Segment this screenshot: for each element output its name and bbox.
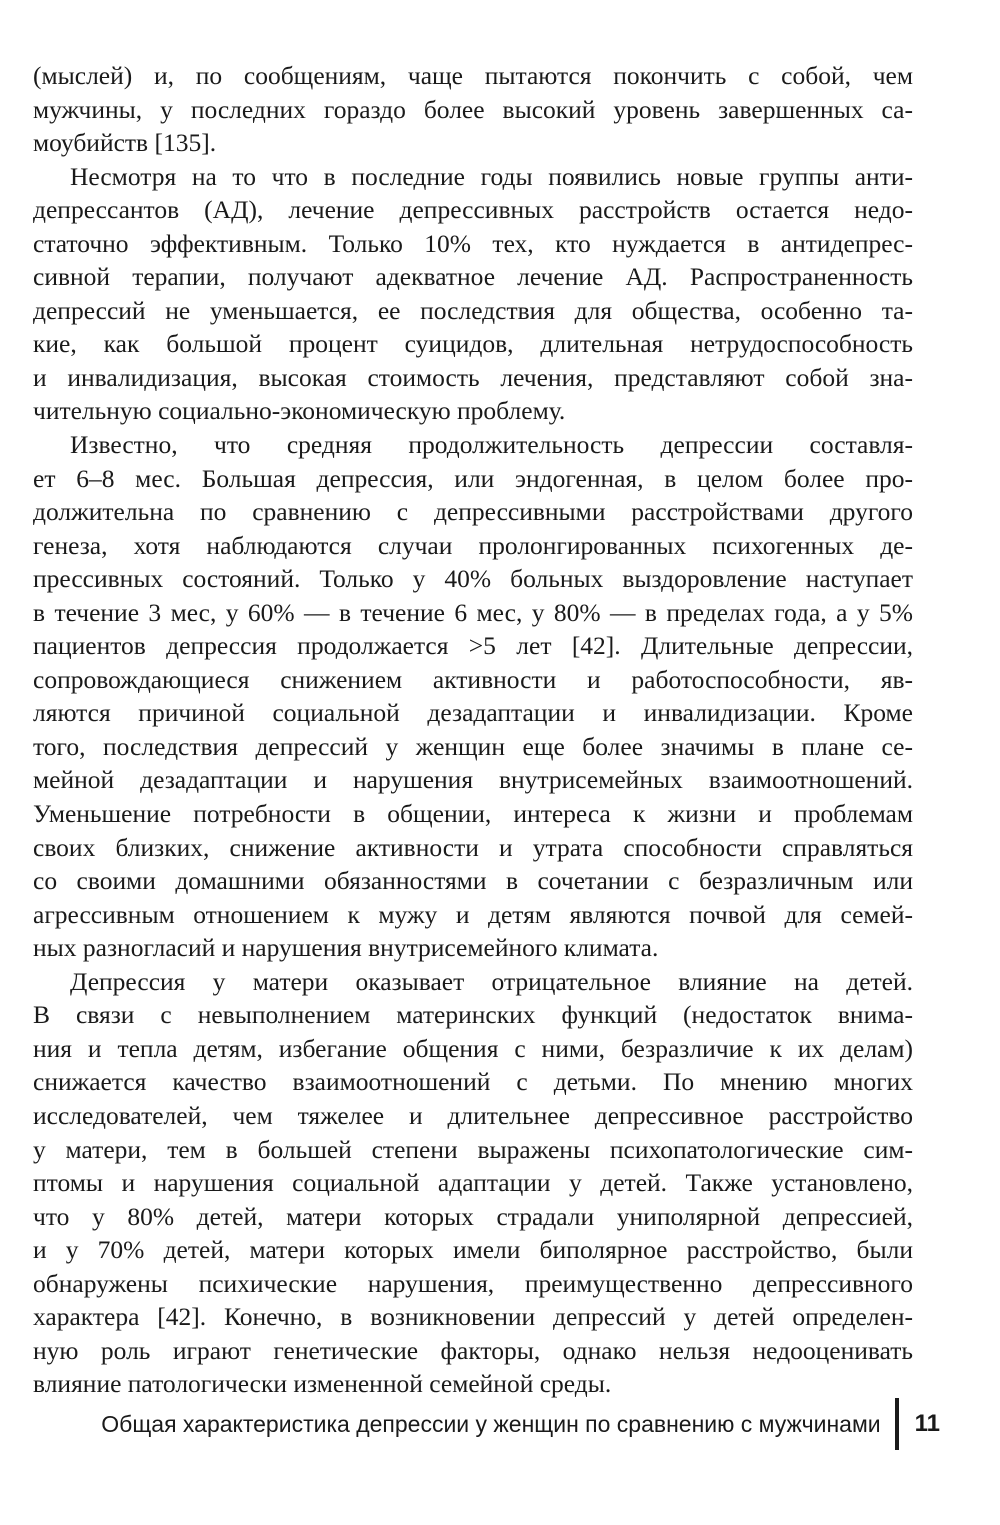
text-line: того, последствия депрессий у женщин еще более значимы в плане се- xyxy=(33,731,913,761)
text-line: своих близких, снижение активности и утрата способности справляться xyxy=(33,832,913,862)
text-line: генеза, хотя наблюдаются случаи пролонгированных психогенных де- xyxy=(33,530,913,560)
text-line: и инвалидизация, высокая стоимость лечения, представляют собой зна- xyxy=(33,362,913,392)
text-line: снижается качество взаимоотношений с детьми. По мнению многих xyxy=(33,1067,913,1097)
text-line: мейной дезадаптации и нарушения внутрисемейных взаимоотношений. xyxy=(33,765,913,795)
text-line: ния и тепла детям, избегание общения с ними, безразличие к их делам) xyxy=(33,1033,913,1063)
text-line: Известно, что средняя продолжительность депрессии составля- xyxy=(70,430,913,460)
text-line: и у 70% детей, матери которых имели биполярное расстройство, были xyxy=(33,1235,913,1265)
text-line: ляются причиной социальной дезадаптации и инвалидизации. Кроме xyxy=(33,698,913,728)
text-line: чительную социально-экономическую проблему. xyxy=(33,396,566,426)
text-line: (мыслей) и, по сообщениям, чаще пытаются покончить с собой, чем xyxy=(33,61,913,90)
text-line: ет 6–8 мес. Большая депрессия, или эндогенная, в целом более про- xyxy=(33,463,913,493)
text-line: птомы и нарушения социальной адаптации у детей. Также установлено, xyxy=(33,1168,913,1198)
text-line: моубийств [135]. xyxy=(33,128,217,158)
text-line: прессивных состояний. Только у 40% больных выздоровление наступает xyxy=(33,564,913,594)
text-line: кие, как большой процент суицидов, длительная нетрудоспособность xyxy=(33,329,913,359)
text-line: Депрессия у матери оказывает отрицательное влияние на детей. xyxy=(70,966,913,996)
text-line: мужчины, у последних гораздо более высокий уровень завершенных са- xyxy=(33,94,913,124)
text-line: в течение 3 мес, у 60% — в течение 6 мес, у 80% — в пределах года, а у 5% xyxy=(33,597,913,627)
text-line: депрессантов (АД), лечение депрессивных расстройств остается недо- xyxy=(33,195,913,225)
running-footer xyxy=(101,1398,940,1450)
text-line: статочно эффективным. Только 10% тех, кто нуждается в антидепрес- xyxy=(33,228,913,258)
page-number: 11 xyxy=(914,1410,940,1437)
text-line: В связи с невыполнением материнских функций (недостаток внима- xyxy=(33,1000,913,1030)
text-line: депрессий не уменьшается, ее последствия для общества, особенно та- xyxy=(33,295,913,325)
text-line: должительна по сравнению с депрессивными расстройствами другого xyxy=(33,497,913,527)
page-body xyxy=(33,59,913,1401)
text-line: у матери, тем в большей степени выражены психопатологические сим- xyxy=(33,1134,913,1164)
text-line: ных разногласий и нарушения внутрисемейного климата. xyxy=(33,933,659,963)
text-line: что у 80% детей, матери которых страдали униполярной депрессией, xyxy=(33,1201,913,1231)
text-line: сивной терапии, получают адекватное лечение АД. Распространенность xyxy=(33,262,913,292)
text-line: со своими домашними обязанностями в сочетании с безразличным или xyxy=(33,866,913,896)
text-line: Несмотря на то что в последние годы появились новые группы анти- xyxy=(70,161,913,191)
text-line: агрессивным отношением к мужу и детям являются почвой для семей- xyxy=(33,899,913,929)
text-line: обнаружены психические нарушения, преимущественно депрессивного xyxy=(33,1268,913,1298)
text-line: ную роль играют генетические факторы, однако нельзя недооценивать xyxy=(33,1335,913,1365)
text-line: исследователей, чем тяжелее и длительнее депрессивное расстройство xyxy=(33,1100,913,1130)
text-line: пациентов депрессия продолжается >5 лет [42]. Длительные депрессии, xyxy=(33,631,913,661)
text-line: влияние патологически измененной семейной среды. xyxy=(33,1369,612,1399)
text-line: характера [42]. Конечно, в возникновении депрессий у детей определен- xyxy=(33,1302,913,1332)
running-title: Общая характеристика депрессии у женщин по сравнению с мужчинами xyxy=(101,1410,881,1437)
text-line: сопровождающиеся снижением активности и работоспособности, яв- xyxy=(33,664,913,694)
text-line: Уменьшение потребности в общении, интереса к жизни и проблемам xyxy=(33,799,913,829)
